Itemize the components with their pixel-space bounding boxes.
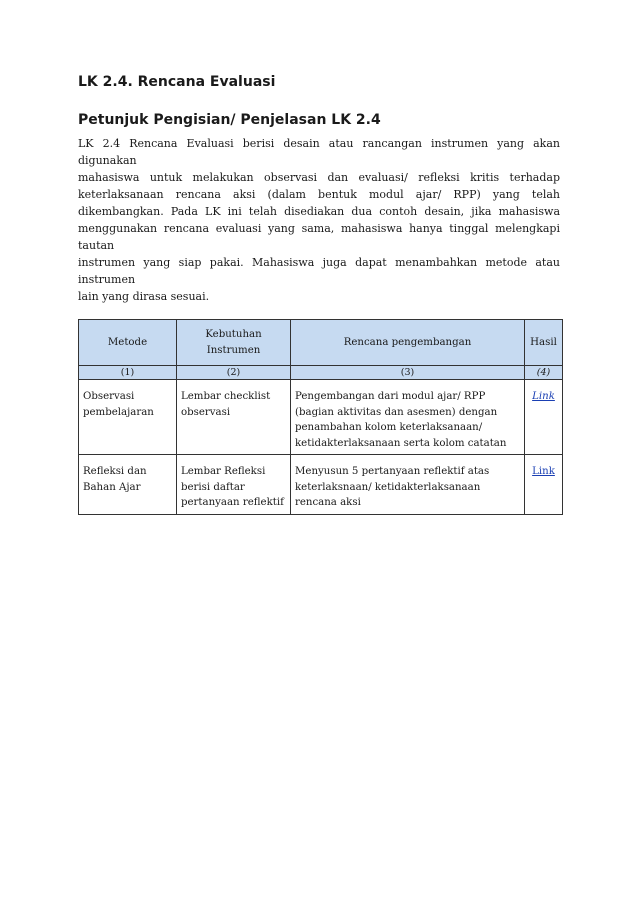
cell-metode: Refleksi dan Bahan Ajar	[79, 455, 177, 515]
column-number: (1)	[79, 366, 177, 380]
instructions-paragraph	[78, 135, 560, 305]
paragraph-line: instrumen yang siap pakai. Mahasiswa juga dapat menambahkan metode atau instrumen	[78, 256, 560, 286]
paragraph-line: keterlaksanaan rencana aksi (dalam bentuk modul ajar/ RPP) yang telah	[78, 188, 560, 201]
document-title: LK 2.4. Rencana Evaluasi	[78, 74, 276, 90]
paragraph-line: LK 2.4 Rencana Evaluasi berisi desain atau rancangan instrumen yang akan digunakan	[78, 137, 560, 167]
column-number: (4)	[525, 366, 563, 380]
table-header-row	[79, 320, 563, 366]
result-link[interactable]: Link	[525, 455, 563, 515]
result-link[interactable]: Link	[525, 380, 563, 455]
column-number: (3)	[291, 366, 525, 380]
cell-kebutuhan: Lembar checklist observasi	[177, 380, 291, 455]
table-row	[79, 380, 563, 455]
header-rencana-pengembangan: Rencana pengembangan	[291, 320, 525, 366]
paragraph-line: dikembangkan. Pada LK ini telah disediakan dua contoh desain, jika mahasiswa	[78, 205, 560, 218]
cell-rencana: Pengembangan dari modul ajar/ RPP (bagian aktivitas dan asesmen) dengan penambahan kolom keterlaksanaan/ ketidakterlaksanaan serta kolom catatan	[291, 380, 525, 455]
paragraph-line: menggunakan rencana evaluasi yang sama, mahasiswa hanya tinggal melengkapi tautan	[78, 222, 560, 252]
document-page	[78, 72, 560, 515]
column-number: (2)	[177, 366, 291, 380]
header-metode: Metode	[79, 320, 177, 366]
evaluation-plan-table	[78, 319, 563, 515]
cell-metode: Observasi pembelajaran	[79, 380, 177, 455]
section-heading: Petunjuk Pengisian/ Penjelasan LK 2.4	[78, 112, 381, 128]
column-number-row	[79, 366, 563, 380]
header-kebutuhan-instrumen: Kebutuhan Instrumen	[177, 320, 291, 366]
table-row	[79, 455, 563, 515]
cell-kebutuhan: Lembar Refleksi berisi daftar pertanyaan reflektif	[177, 455, 291, 515]
header-hasil: Hasil	[525, 320, 563, 366]
paragraph-line: mahasiswa untuk melakukan observasi dan evaluasi/ refleksi kritis terhadap	[78, 171, 560, 184]
paragraph-line: lain yang dirasa sesuai.	[78, 290, 210, 303]
cell-rencana: Menyusun 5 pertanyaan reflektif atas keterlaksnaan/ ketidakterlaksanaan rencana aksi	[291, 455, 525, 515]
